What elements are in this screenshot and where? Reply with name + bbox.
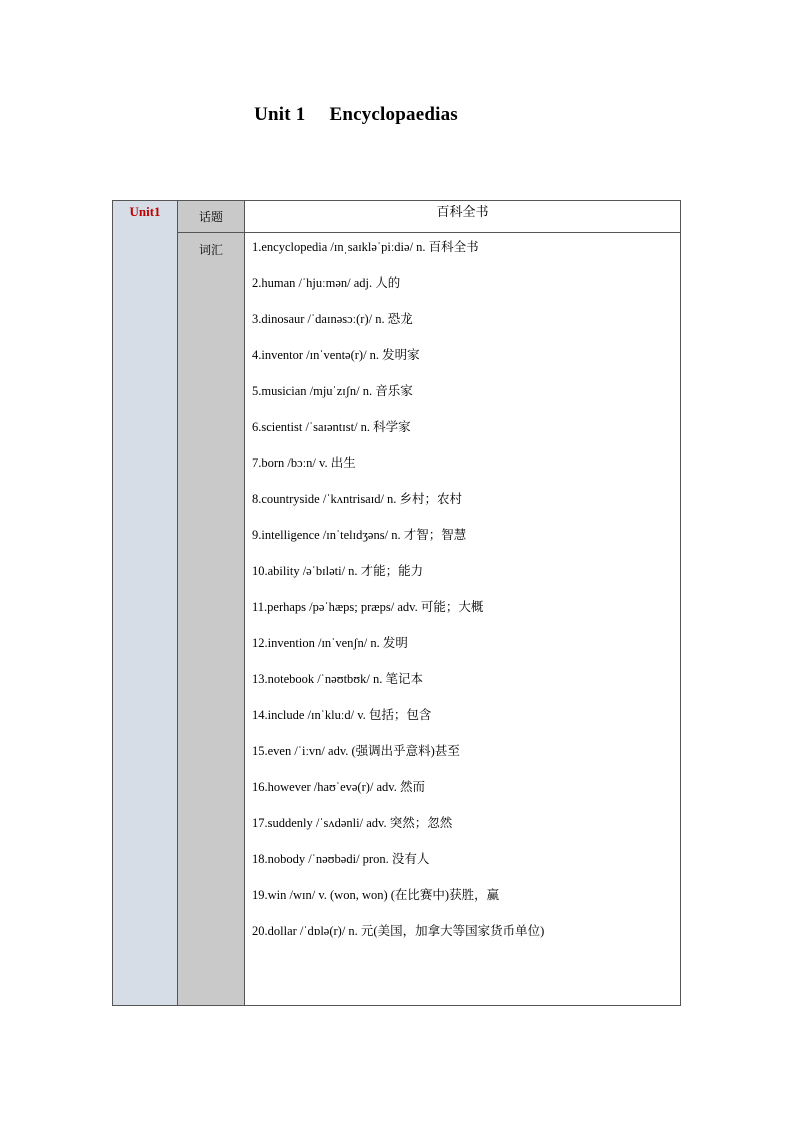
topic-value: 百科全书	[436, 205, 489, 220]
vocab-item: 13.notebook /ˈnəʊtbʊk/ n. 笔记本	[252, 672, 423, 686]
vocab-row	[113, 233, 681, 1006]
vocab-label: 词汇	[198, 243, 223, 257]
vocabulary-table	[112, 200, 681, 1006]
vocab-item: 4.inventor /ɪnˈventə(r)/ n. 发明家	[252, 348, 420, 362]
title-name: Encyclopaedias	[329, 104, 458, 125]
vocab-item: 8.countryside /ˈkʌntrisaɪd/ n. 乡村；农村	[252, 492, 463, 506]
title-unit: Unit 1	[254, 104, 306, 125]
vocab-item: 20.dollar /ˈdɒlə(r)/ n. 元(美国，加拿大等国家货币单位)	[252, 924, 545, 938]
vocab-item: 16.however /haʊˈevə(r)/ adv. 然而	[252, 780, 425, 794]
topic-label-cell	[178, 201, 245, 233]
topic-label: 话题	[198, 210, 223, 224]
vocab-item: 15.even /ˈiːvn/ adv. (强调出乎意料)甚至	[252, 744, 460, 758]
vocab-item: 11.perhaps /pəˈhæps; præps/ adv. 可能；大概	[252, 600, 484, 614]
vocab-item: 12.invention /ɪnˈvenʃn/ n. 发明	[252, 636, 408, 650]
vocab-list-cell	[245, 233, 681, 1006]
topic-value-cell	[245, 201, 681, 233]
vocab-item: 19.win /wɪn/ v. (won, won) (在比赛中)获胜，赢	[252, 888, 500, 902]
vocab-item: 9.intelligence /ɪnˈtelɪdʒəns/ n. 才智；智慧	[252, 528, 467, 542]
vocab-item: 7.born /bɔːn/ v. 出生	[252, 456, 356, 470]
page-title	[0, 104, 712, 126]
vocab-item: 10.ability /əˈbɪləti/ n. 才能；能力	[252, 564, 424, 578]
unit-cell	[113, 201, 178, 1006]
vocab-label-cell	[178, 233, 245, 1006]
topic-row	[113, 201, 681, 233]
vocab-item: 6.scientist /ˈsaɪəntɪst/ n. 科学家	[252, 420, 411, 434]
vocab-item: 1.encyclopedia /ɪnˌsaɪkləˈpiːdiə/ n. 百科全书	[252, 240, 479, 254]
vocab-item: 3.dinosaur /ˈdaɪnəsɔː(r)/ n. 恐龙	[252, 312, 413, 326]
vocab-item: 17.suddenly /ˈsʌdənli/ adv. 突然；忽然	[252, 816, 453, 830]
vocab-item: 5.musician /mjuˈzɪʃn/ n. 音乐家	[252, 384, 413, 398]
unit-label: Unit1	[129, 204, 161, 219]
vocab-list	[245, 233, 680, 959]
vocab-item: 18.nobody /ˈnəʊbədi/ pron. 没有人	[252, 852, 430, 866]
vocab-item: 14.include /ɪnˈkluːd/ v. 包括；包含	[252, 708, 432, 722]
vocab-item: 2.human /ˈhjuːmən/ adj. 人的	[252, 276, 401, 290]
